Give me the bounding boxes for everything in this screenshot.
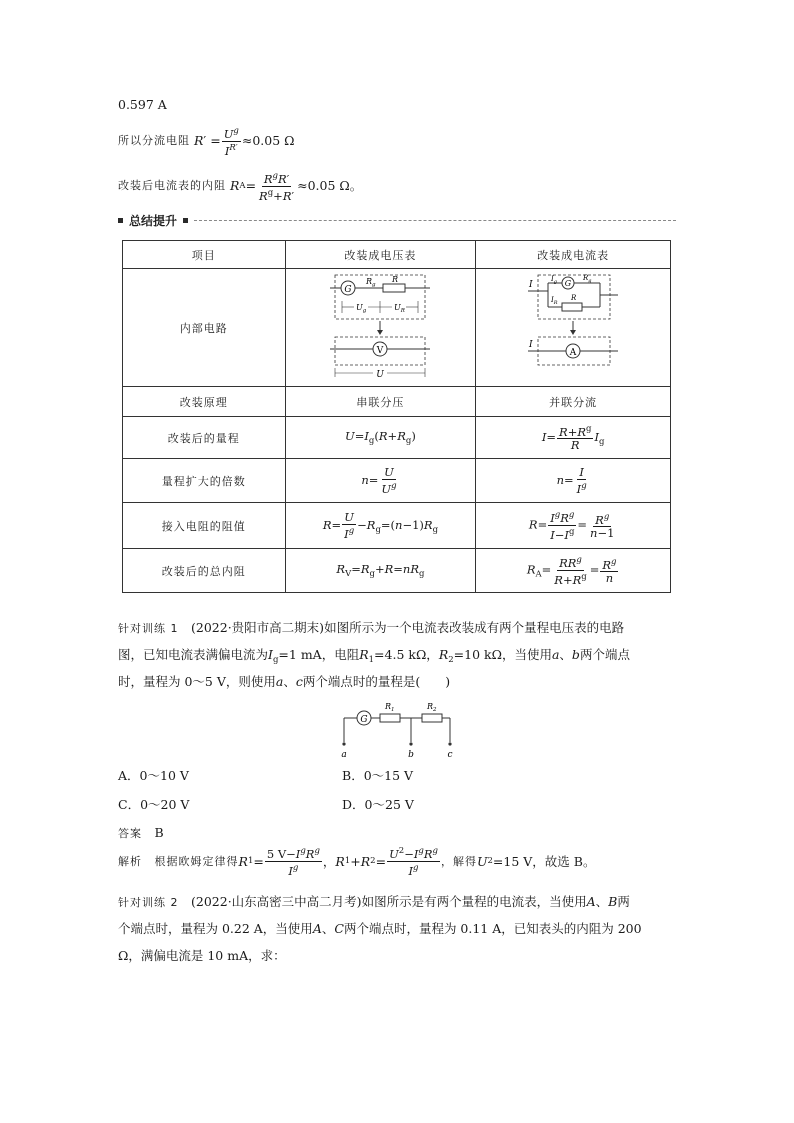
ammeter-circuit-diagram (528, 271, 618, 381)
line-shunt-resistor: 所以分流电阻 R ′ = $\frac{U^g}{I^{R'}}$ ≈0.05 Ω (118, 126, 295, 158)
svg-text:Rg: $R_g$ (366, 277, 376, 288)
summary-table (122, 240, 671, 593)
drill2-line2: 个端点时，量程为 0.22 A，当使用A、C两个端点时，量程为 0.11 A，已知表头的内阻为 200 (118, 921, 642, 936)
drill1-line2: 图，已知电流表满偏电流为$I_g=1$ mA，电阻$R_1=4.5$ kΩ，$R_2=10$ kΩ，当使用a、b两个端点 (118, 647, 630, 665)
svg-text:IR: $I_R$ (551, 296, 558, 306)
table-header-row (123, 241, 671, 269)
header-item: 项目 (123, 241, 286, 269)
header-ammeter: 改装成电流表 (476, 241, 671, 269)
line-internal-resistance: 改装后电流表的内阻 R A = $\frac{R^gR'}{R^g+R'}$ ≈0.05 Ω。 (118, 171, 363, 203)
option-d[interactable]: D．0～25 V (342, 797, 414, 812)
answer-line: 答案 B (118, 825, 164, 840)
line-current: 0.597 A (118, 97, 167, 112)
svg-text:R2: $R_2$ (427, 702, 437, 713)
ammeter-circuit-cell (476, 269, 671, 387)
svg-text:Rg: $R_g$ (583, 274, 592, 284)
svg-text:G: G (360, 715, 368, 725)
svg-text:Ig: $I_g$ (551, 275, 558, 285)
table-row: 改装后的总内阻 $R_V=R_g+R=nR_g$ $R_A=$ $\frac{RR^g}{R+R^g}$ = $\frac{R^g}{n}$ (123, 549, 671, 593)
row-label: 内部电路 (123, 269, 286, 387)
svg-text:UR: $U_R$ (394, 303, 406, 314)
svg-text:a: a (341, 750, 347, 760)
table-row: 改装原理 串联分压 并联分流 (123, 387, 671, 417)
drill1-circuit-diagram (338, 698, 458, 760)
svg-text:R: R (392, 275, 399, 284)
svg-text:b: b (408, 750, 414, 760)
galvanometer-label: G (344, 285, 353, 295)
ammeter-label: A (569, 348, 577, 358)
voltmeter-circuit-cell (285, 269, 476, 387)
svg-text:R: R (571, 294, 577, 302)
svg-text:G: G (564, 279, 572, 288)
table-row: 接入电阻的阻值 R= $\frac{U}{I^g}$ $-R_g=(n-1)R_g$ R= $\frac{I^gR^g}{I-I^g}$ = $\frac{R^g}{n-1}$ (123, 503, 671, 549)
drill1-line1: 针对训练 1 (2022·贵阳市高二期末)如图所示为一个电流表改装成有两个量程电压表的电路 (118, 620, 625, 635)
drill1-line3: 时，量程为 0～5 V，则使用a、c两个端点时的量程是( ) (118, 674, 451, 689)
svg-text:I: I (529, 280, 533, 290)
svg-text:Ug: $U_g$ (356, 303, 367, 314)
table-row: 量程扩大的倍数 n= $\frac{U}{U^g}$ n= $\frac{I}{I^g}$ (123, 459, 671, 503)
header-voltmeter: 改装成电压表 (285, 241, 476, 269)
voltmeter-circuit-diagram (330, 271, 430, 381)
voltmeter-label: V (377, 346, 384, 356)
option-c[interactable]: C．0～20 V (118, 797, 190, 812)
option-a[interactable]: A．0～10 V (118, 768, 189, 783)
table-row: 改装后的量程 $U=I_g(R+R_g)$ I= $\frac{R+R^g}{R}$ $I_g$ (123, 417, 671, 459)
svg-text:R1: $R_1$ (385, 702, 395, 713)
drill2-line3: Ω，满偏电流是 10 mA，求： (118, 948, 286, 963)
table-row (123, 269, 671, 387)
section-title: 总结提升 (118, 212, 676, 228)
option-b[interactable]: B．0～15 V (342, 768, 414, 783)
svg-text:U: U (376, 370, 385, 380)
svg-text:c: c (447, 750, 453, 760)
drill2-line1: 针对训练 2 (2022·山东高密三中高二月考)如图所示是有两个量程的电流表，当使用A、B两 (118, 894, 630, 909)
analysis-line: 解析 根据欧姆定律得 R 1 = $\frac{5 V-I^gR^g}{I^g}$ ， R 1 + R 2 = $\frac{U^2-I^gR^g}{I^g}$ ，解得 U 2 =15 V，故选 B。 (118, 846, 596, 878)
svg-text:I: I (529, 340, 533, 350)
